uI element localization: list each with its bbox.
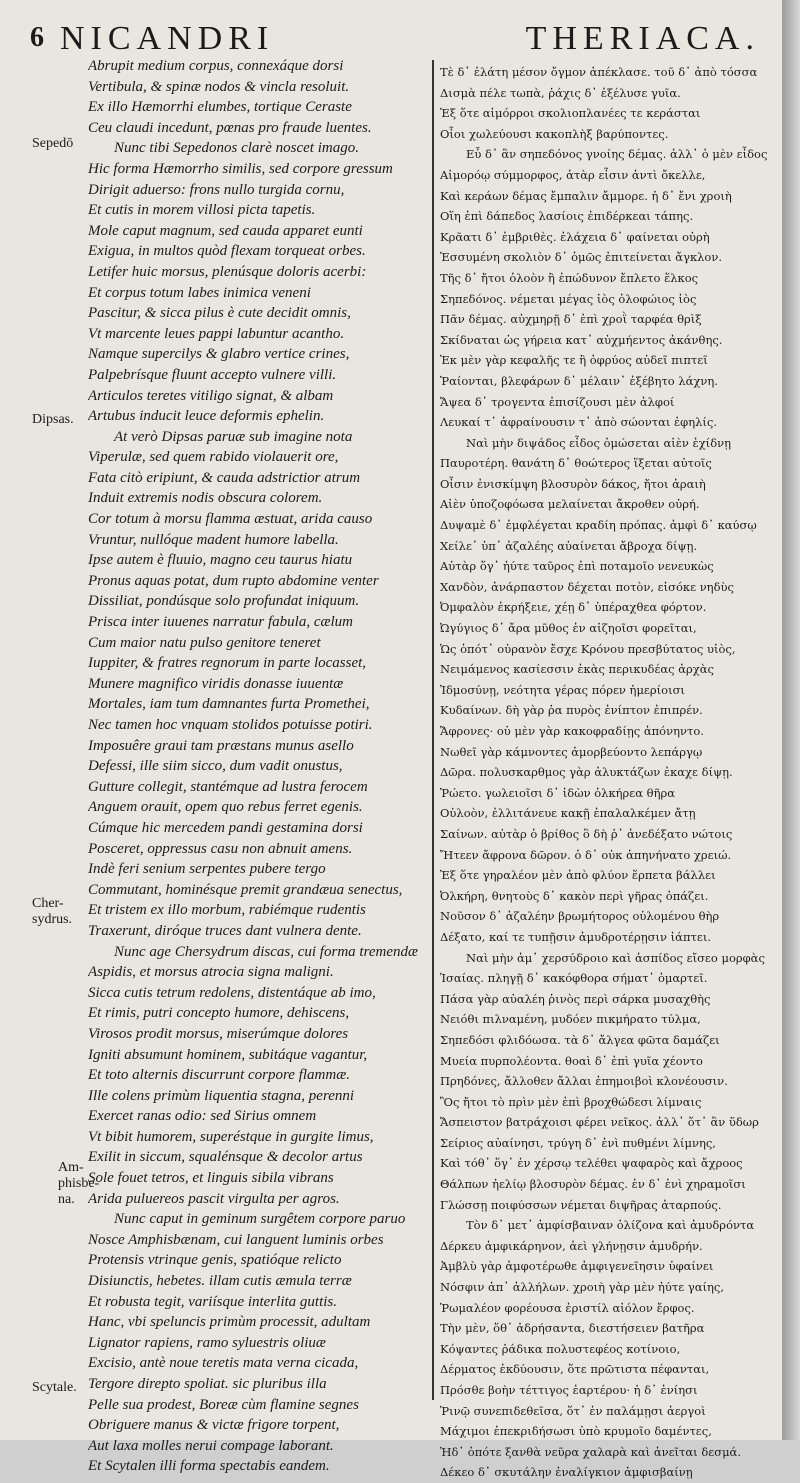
latin-line: Anguem orauit, opem quo rebus ferret egenis. <box>88 799 363 816</box>
greek-line: Ὃς ἤτοι τὸ πρὶν μὲν ἐπὶ βροχθώδεσι λίμναις <box>440 1094 702 1109</box>
margin-notes <box>0 0 100 1440</box>
greek-line: Τὲ δ᾽ ἐλάτη μέσον ὄγμον ἀπέκλασε. τοῦ δ᾽ ἀπὸ τόσσα <box>440 65 758 79</box>
latin-line: Cum maior natu pulso genitore teneret <box>88 634 321 651</box>
latin-line: Nunc caput in geminum surgêtem corpore paruo <box>114 1211 406 1228</box>
latin-line: Et toto alternis discurrunt corpore flammæ. <box>88 1067 350 1084</box>
greek-line: Μάχιμοι ἐπεκριδήσωσι ὑπὸ κρυμοῖο δαμέντες, <box>440 1424 712 1439</box>
latin-line: Nosce Amphisbænam, cui languent luminis orbes <box>88 1231 384 1248</box>
greek-line: Κόψαντες ῥάδικα πολυστεφέος κοτίνοιο, <box>440 1341 681 1356</box>
greek-line: Νόσφιν ἀπ᾽ ἀλλήλων. χροιὴ γὰρ μὲν ἠύτε γαίης, <box>440 1280 725 1295</box>
latin-line: Munere magnifico viridis donasse iuuentæ <box>88 675 344 692</box>
greek-line: Πρηδόνες, ἄλλοθεν ἄλλαι ἐπημοιβοὶ κλονέουσιν. <box>440 1074 728 1089</box>
latin-line: Pascitur, & sicca pilus è cute decidit omnis, <box>88 305 351 322</box>
greek-line: Ἄσπειστον βατράχοισι φέρει νεῖκος. ἀλλ᾽ ὅτ᾽ ἂν ὕδωρ <box>440 1115 759 1130</box>
latin-line: Ipse autem è fluuio, magno ceu taurus hiatu <box>88 552 353 569</box>
greek-line: Ἠδ᾽ ὁπότε ξανθὰ νεῦρα χαλαρὰ καὶ ἀνεῖται δεσμά. <box>440 1444 741 1459</box>
latin-line: Artubus inducit leuce deformis ephelin. <box>88 408 325 425</box>
greek-line: Ὠγύγιος δ᾽ ἄρα μῦθος ἐν αἰζηοῖσι φορεῖται, <box>440 621 697 636</box>
greek-line: Οἷοι χωλεύουσι κακοπλὴξ βαρύποντες. <box>440 126 669 141</box>
greek-line: Δῶρα. πολυσκαρθμος γὰρ ἀλυκτάζων ἐκαχε δίψῃ. <box>440 765 733 780</box>
latin-line: Palpebrísque fluunt accepto vulnere villi. <box>88 366 337 383</box>
greek-line: Σκίδναται ὡς γήρεια κατ᾽ αὐχμήεντος ἀκάνθης. <box>440 332 723 347</box>
greek-line: Δέρκευ ἀμφικάρηνον, ἀεὶ γλήνῃσιν ἀμυδρήν. <box>440 1238 703 1253</box>
latin-line: Exilit in siccum, squalénsque & decolor artus <box>88 1149 363 1166</box>
latin-line: Vruntur, nullóque madent humore labella. <box>88 531 339 548</box>
greek-line: Ἐξ ὅτε γηραλέον μὲν ἀπὸ φλύον ἕρπετα βάλλει <box>440 868 716 883</box>
margin-note-scytale: Scytale. <box>32 1380 77 1395</box>
greek-line: Οἷσιν ἐνισκίμψη βλοσυρὸν δάκος, ἤτοι ἀραιὴ <box>440 476 706 491</box>
latin-line: Iuppiter, & fratres regnorum in parte locasset, <box>88 655 367 672</box>
latin-line: Exigua, in multos quòd flexam torqueat orbes. <box>88 243 366 260</box>
margin-note-amphisbena: Am- phisbe- na. <box>58 1160 100 1207</box>
latin-line: Et tristem ex illo morbum, rabiémque rudentis <box>88 902 366 919</box>
latin-line: Mortales, iam tum damnantes furta Promethei, <box>88 696 370 713</box>
greek-line: Ἀμβλὺ γὰρ ἀμφοτέρωθε ἀμφιγενεῖησιν ὑφαίνει <box>440 1259 714 1274</box>
greek-line: Ἐσσυμένη σκολιὸν δ᾽ ὁμῶς ἐπιτείνεται ἄγκλον. <box>440 250 722 265</box>
latin-line: Dirigit aduerso: frons nullo turgida cornu, <box>88 181 345 198</box>
latin-line: Nec tamen hoc vnquam stolidos potuisse potiri. <box>88 717 373 733</box>
latin-line: Aut laxa molles nerui compage laborant. <box>88 1437 334 1454</box>
latin-line: Cúmque hic mercedem pandi gestamina dorsi <box>88 819 363 836</box>
latin-line: Ille colens primùm liquentia stagna, perenni <box>88 1087 355 1104</box>
latin-line: Posceret, oppressus casu non abnuit amens. <box>88 840 353 857</box>
greek-line: Ῥωμαλέον φορέουσα ἐριστίλ αἰόλον ἔρφος. <box>440 1300 695 1315</box>
greek-line: Οἵη ἐπὶ δάπεδος λασίοις ἐπιδέρκεαι τάπης. <box>440 209 694 224</box>
greek-line: Κρᾶατι δ᾽ ἐμβριθὲς. ἐλάχεια δ᾽ φαίνεται οὐρὴ <box>440 229 710 244</box>
latin-line: Viperulæ, sed quem rabido violauerit ore, <box>88 449 339 466</box>
latin-line: Gutture collegit, stantémque ad lustra ferocem <box>88 778 368 795</box>
greek-line: Ἄψεα δ᾽ τρογεντα ἐπισίζουσι μὲν ἀλφοί <box>440 394 675 409</box>
greek-line: Λευκαί τ᾽ ἀφραίνουσιν τ᾽ ἀπὸ σώονται ἐφηλίς. <box>440 415 718 430</box>
latin-line: Traxerunt, diróque truces dant vulnera dente. <box>88 922 362 939</box>
greek-line: Μυεία πυρπολέοντα. θοαὶ δ᾽ ἐπὶ γυῖα χέοντο <box>440 1053 703 1068</box>
greek-line: Τὸν δ᾽ μετ᾽ ἀμφίσβαιναν ὀλίζονα καὶ ἀμυδρόντα <box>466 1218 755 1233</box>
latin-line: Abrupit medium corpus, connexáque dorsi <box>88 58 344 74</box>
latin-line: Aspidis, et morsus atrocia signa maligni. <box>88 964 334 981</box>
greek-line: Εὖ δ᾽ ἂν σηπεδόνος γνοίης δέμας. ἀλλ᾽ ὁ μὲν εἶδος <box>466 147 768 162</box>
greek-line: Ὡς ὁπότ᾽ οὐρανὸν ἔσχε Κρόνου πρεσβύτατος υἱὸς, <box>440 641 736 656</box>
margin-note-chersydrus: Cher- sydrus. <box>32 896 73 927</box>
latin-line: Hic forma Hæmorrho similis, sed corpore gressum <box>88 160 393 177</box>
latin-line: Dissiliat, pondúsque solo profundat iniquum. <box>88 593 360 610</box>
greek-line: Σείριος αὐαίνησι, τρύγη δ᾽ ἐνὶ πυθμένι λίμνης, <box>440 1135 716 1150</box>
greek-line: Χανδὸν, ἀνάρπαστον δέχεται ποτὸν, εἰσόκε νηδὺς <box>440 579 734 594</box>
latin-line: Cor totum à morsu flamma æstuat, arida causo <box>88 511 373 528</box>
greek-line: Καὶ τόθ᾽ ὅγ᾽ ἐν χέρσῳ τελέθει ψαφαρὸς καὶ ἄχροος <box>440 1156 743 1171</box>
greek-line: Ὀλκήρη, θνητοὺς δ᾽ κακὸν περὶ γῆρας ὀπάζει. <box>440 888 709 903</box>
greek-line: Τὴν μὲν, ὅθ᾽ ἀδρήσαντα, διεστήσειεν βατῆρα <box>440 1321 705 1336</box>
latin-line: Mole caput magnum, sed cauda apparet eunti <box>88 222 363 239</box>
greek-line: Θάλπων ἠελίῳ βλοσυρὸν δέμας. ἐν δ᾽ ἐνὶ χηραμοῖσι <box>440 1177 746 1192</box>
latin-line: Indè feri senium serpentes pubere tergo <box>88 861 326 878</box>
latin-line: Obriguere manus & victæ frigore torpent, <box>88 1417 340 1434</box>
greek-line: Πᾶν δέμας. αὐχμηρῇ δ᾽ ἐπὶ χροῒ ταρφέα θρὶξ <box>440 312 702 327</box>
latin-line: At verò Dipsas paruæ sub imagine nota <box>114 428 353 445</box>
latin-line: Lignator rapiens, ramo syluestris oliuæ <box>88 1334 326 1351</box>
latin-line: Igniti absumunt hominem, subitáque vagantur, <box>88 1046 368 1063</box>
latin-line: Et rimis, putri concepto humore, dehiscens, <box>88 1005 350 1022</box>
latin-line: Vertibula, & spinæ nodos & vincla resoluit. <box>88 78 350 95</box>
latin-line: Pelle sua prodest, Boreæ cùm flamine segnes <box>88 1396 359 1413</box>
latin-line: Sole fouet tetros, et linguis sibila vibrans <box>88 1170 334 1187</box>
latin-line: Disiunctis, hebetes. illam cutis æmula terræ <box>88 1273 352 1290</box>
page-header <box>60 20 760 60</box>
greek-line: Ἰδμοσύνῃ, νεότητα γέρας πόρεν ἡμερίοισι <box>440 682 685 697</box>
latin-line: Commutant, hominésque premit grandæua senectus, <box>88 881 403 898</box>
latin-line: Nunc age Chersydrum discas, cui forma tremendæ <box>114 943 418 960</box>
greek-line: Ἐκ μὲν γὰρ κεφαλῆς τε ἢ ὀφρύος αὐδεῖ πιπτεῖ <box>440 353 708 368</box>
greek-line: Οὐλοὸν, ἐλλιτάνευε κακῇ ἐπαλαλκέμεν ἄτῃ <box>440 806 696 821</box>
latin-line: Ex illo Hæmorrhi elumbes, tortique Ceraste <box>88 99 352 116</box>
latin-text-column <box>88 56 428 1477</box>
latin-line: Defessi, ille siim sicco, dum vadit onustus, <box>88 758 343 775</box>
page-number: 6 <box>30 22 44 53</box>
greek-line: Ναὶ μὴν διψάδος εἶδος ὁμώσεται αἰὲν ἐχίδνῃ <box>466 435 731 450</box>
greek-line: Χείλε᾽ ὑπ᾽ ἀζαλέης αὐαίνεται ἄβροχα δίψῃ. <box>440 538 698 553</box>
greek-line: Πάσα γὰρ αὐαλέη ῥινὸς περὶ σάρκα μυσαχθὴς <box>440 991 711 1006</box>
margin-note-sepedon: Sepedō <box>32 136 74 151</box>
greek-line: Παυροτέρη. θανάτη δ᾽ θοώτερος ἵξεται αὐτοῖς <box>440 456 712 471</box>
greek-line: Ἐξ ὅτε αἱμόρροι σκολιοπλανέες τε κεράσται <box>440 106 701 121</box>
greek-line: Σηπεδόσι φλιδόωσα. τὰ δ᾽ ἄλγεα φῶτα δαμάζει <box>440 1032 720 1047</box>
greek-line: Σαίνων. αὐτὰρ ὁ βρίθος ὃ δὴ ῥ᾽ ἀνεδέξατο νώτοις <box>440 826 733 841</box>
latin-line: Induit extremis nodis obscura colorem. <box>88 490 323 507</box>
greek-line: Νειόθι πιλναμένη, μυδόεν πικμήρατο τύλμα, <box>440 1012 701 1027</box>
column-rule <box>432 60 434 1400</box>
latin-line: Arida puluereos pascit virgulta per agros. <box>88 1190 340 1207</box>
greek-line: Τῆς δ᾽ ἤτοι ὀλοὸν ἢ ἐπώδυνον ἔπλετο ἕλκος <box>440 270 699 285</box>
running-title-right: THERIACA. <box>525 20 760 57</box>
greek-line: Ἰσαίας. πληγῇ δ᾽ κακόφθορα σήματ᾽ ὁμαρτεῖ. <box>440 971 708 986</box>
latin-line: Articulos teretes vitiligo signat, & albam <box>88 387 334 404</box>
running-title-left: NICANDRI <box>60 20 275 57</box>
greek-line: Αἰὲν ὑποζοφόωσα μελαίνεται ἄκροθεν οὐρή. <box>440 497 700 512</box>
latin-line: Tergore direpto spoliat. sic pluribus illa <box>88 1376 327 1392</box>
latin-line: Excisio, antè noue teretis mata verna cicada, <box>88 1355 359 1372</box>
greek-line: Καὶ κεράων δέμας ἔμπαλιν ἄμμορε. ἡ δ᾽ ἔνι χροιὴ <box>440 188 732 203</box>
greek-line: Σηπεδόνος. νέμεται μέγας ἰὸς ὀλοφώιος ἰὸς <box>440 291 697 306</box>
greek-line: Νωθεῖ γὰρ κάμνοντες ἀμορβεύοντο λεπάργῳ <box>440 744 703 759</box>
greek-line: Ῥινῷ συνεπιδεθεῖσα, ὅτ᾽ ἐν παλάμῃσι ἀεργοὶ <box>440 1403 706 1418</box>
margin-note-dipsas: Dipsas. <box>32 412 74 427</box>
greek-line: Δισμὰ πέλε τωπὰ, ῥάχις δ᾽ ἐξέλυσε γυῖα. <box>440 85 681 100</box>
greek-line: Νειμάμενος κασίεσσιν ἑκὰς περικυδέας ἀρχὰς <box>440 662 714 677</box>
latin-line: Exercet ranas odio: sed Sirius omnem <box>88 1108 317 1125</box>
latin-line: Et corpus totum labes inimica veneni <box>88 284 311 301</box>
latin-line: Virosos prodit morsus, miserúmque dolores <box>88 1025 349 1042</box>
page-edge-shadow <box>782 0 800 1440</box>
latin-line: Sicca cutis tetrum redolens, distentáque ab imo, <box>88 984 376 1001</box>
greek-line: Αὐτὰρ ὅγ᾽ ἠύτε ταῦρος ἐπὶ ποταμοῖο νενευκὼς <box>440 559 714 574</box>
greek-line: Ῥαίονται, βλεφάρων δ᾽ μέλαιν᾽ ἐξέβητο λάχνη. <box>440 373 718 388</box>
latin-line: Vt marcente leues pappi labuntur acantho. <box>88 325 345 342</box>
greek-line: Ὀμφαλὸν ἐκρήξειε, χέῃ δ᾽ ὑπέραχθεα φόρτον. <box>440 600 707 615</box>
greek-line: Αἱμορόῳ σύμμορφος, ἀτὰρ εἶσιν ἀντὶ ὄκελλε, <box>440 167 706 182</box>
greek-line: Ἤτεεν ἄφρονα δῶρον. ὁ δ᾽ οὐκ ἀπηνήνατο χρειώ. <box>440 847 732 862</box>
latin-line: Imposuêre graui tam præstans munus asello <box>88 737 354 754</box>
greek-line: Κυδαίνων. δὴ γὰρ ῥα πυρὸς ἐνίπτον ἐπιπρέν. <box>440 703 703 718</box>
latin-line: Nunc tibi Sepedonos clarè noscet imago. <box>114 140 359 157</box>
latin-line: Et cutis in morem villosi picta tapetis. <box>88 202 316 219</box>
greek-line: Δέρματος ἐκδύουσιν, ὅτε πρῶτιστα πέφανται, <box>440 1362 710 1377</box>
greek-line: Δέκεο δ᾽ σκυτάλην ἐναλίγκιον ἀμφισβαίνῃ <box>440 1465 693 1480</box>
latin-line: Vt bibit humorem, superéstque in gurgite limus, <box>88 1128 374 1145</box>
latin-line: Ceu claudi incedunt, pœnas pro fraude luentes. <box>88 119 372 136</box>
greek-line: Ναὶ μὴν ἀμ᾽ χερσύδροιο καὶ ἀσπίδος εἴσεο μορφὰς <box>466 950 765 965</box>
greek-line: Νοῦσον δ᾽ ἀζαλέην βρωμήτορος οὐλομένου θὴρ <box>440 909 720 924</box>
latin-line: Protensis vtrinque genis, spatióque relicto <box>88 1252 342 1269</box>
greek-line: Γλώσσῃ ποιφύσσων νέμεται διψῆρας ἀταρπούς. <box>440 1197 722 1212</box>
greek-line: Πρόσθε βοὴν τέττιγος ἐαρτέρου· ἡ δ᾽ ἐνίησι <box>440 1383 698 1397</box>
greek-line: Δυψαμὲ δ᾽ ἐμφλέγεται κραδίη πρόπας. ἀμφὶ δ᾽ καύσῳ <box>440 518 757 533</box>
latin-line: Prisca inter iuuenes narratur fabula, cælum <box>88 614 353 631</box>
latin-line: Pronus aquas potat, dum rupto abdomine venter <box>88 572 379 589</box>
greek-text-column <box>440 62 775 1483</box>
latin-line: Namque supercilys & glabro vertice crines, <box>88 346 350 363</box>
latin-line: Et robusta tegit, variísque interlita guttis. <box>88 1293 338 1310</box>
latin-line: Et Scytalen illi forma spectabis eandem. <box>88 1458 330 1475</box>
latin-line: Letifer huic morsus, plenúsque doloris acerbi: <box>88 263 367 280</box>
greek-line: Ἄφρονες· οὐ μὲν γὰρ κακοφραδίῃς ἀπόνηντο. <box>440 724 704 738</box>
latin-line: Fata citò eripiunt, & cauda adstrictior atrum <box>88 469 361 486</box>
greek-line: Ῥώετο. γωλειοῖσι δ᾽ ἰδὼν ὀλκήρεα θῆρα <box>440 785 676 800</box>
greek-line: Δέξατο, καί τε τυπῇσιν ἀμυδροτέρῃσιν ἰάπτει. <box>440 929 711 944</box>
latin-line: Hanc, vbi speluncis primùm processit, adultam <box>88 1314 371 1331</box>
